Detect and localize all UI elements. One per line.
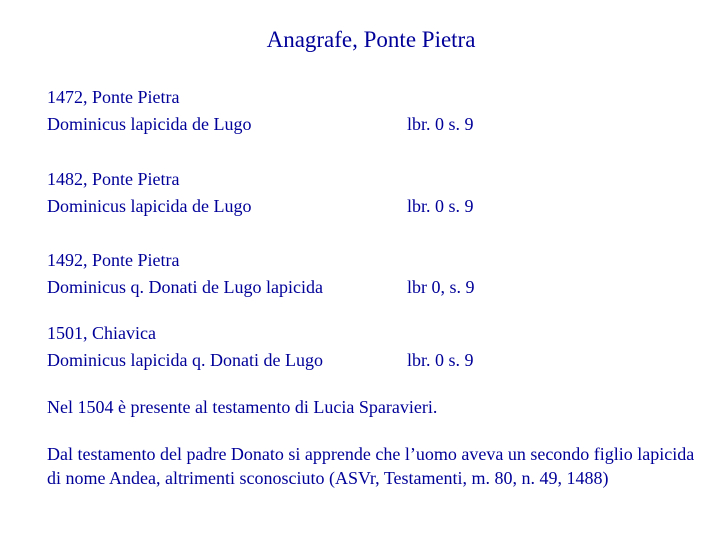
registry-entry xyxy=(47,166,707,220)
entry-line xyxy=(47,274,707,301)
entry-line xyxy=(47,347,707,374)
entry-name: Dominicus lapicida de Lugo xyxy=(47,114,252,134)
registry-entry xyxy=(47,84,707,138)
entry-heading: 1482, Ponte Pietra xyxy=(47,169,180,189)
entry-name: Dominicus lapicida de Lugo xyxy=(47,196,252,216)
registry-entry xyxy=(47,247,707,301)
note-paragraph: Dal testamento del padre Donato si apprende che l’uomo aveva un secondo figlio lapicida di nome Andea, altrimenti sconosciuto (ASVr, Testamenti, m. 80, n. 49, 1488) xyxy=(47,444,695,488)
page-title: Anagrafe, Ponte Pietra xyxy=(266,27,476,52)
entry-line xyxy=(47,111,707,138)
entry-heading: 1501, Chiavica xyxy=(47,323,156,343)
entry-heading: 1492, Ponte Pietra xyxy=(47,250,180,270)
entry-name: Dominicus q. Donati de Lugo lapicida xyxy=(47,277,323,297)
note-paragraph: Nel 1504 è presente al testamento di Lucia Sparavieri. xyxy=(47,397,438,417)
registry-entry xyxy=(47,320,707,374)
entry-amount: lbr. 0 s. 9 xyxy=(407,196,474,216)
entry-amount: lbr 0, s. 9 xyxy=(407,277,475,297)
entry-amount: lbr. 0 s. 9 xyxy=(407,350,474,370)
entry-name: Dominicus lapicida q. Donati de Lugo xyxy=(47,350,323,370)
entry-amount: lbr. 0 s. 9 xyxy=(407,114,474,134)
entry-heading: 1472, Ponte Pietra xyxy=(47,87,180,107)
entry-line xyxy=(47,193,707,220)
